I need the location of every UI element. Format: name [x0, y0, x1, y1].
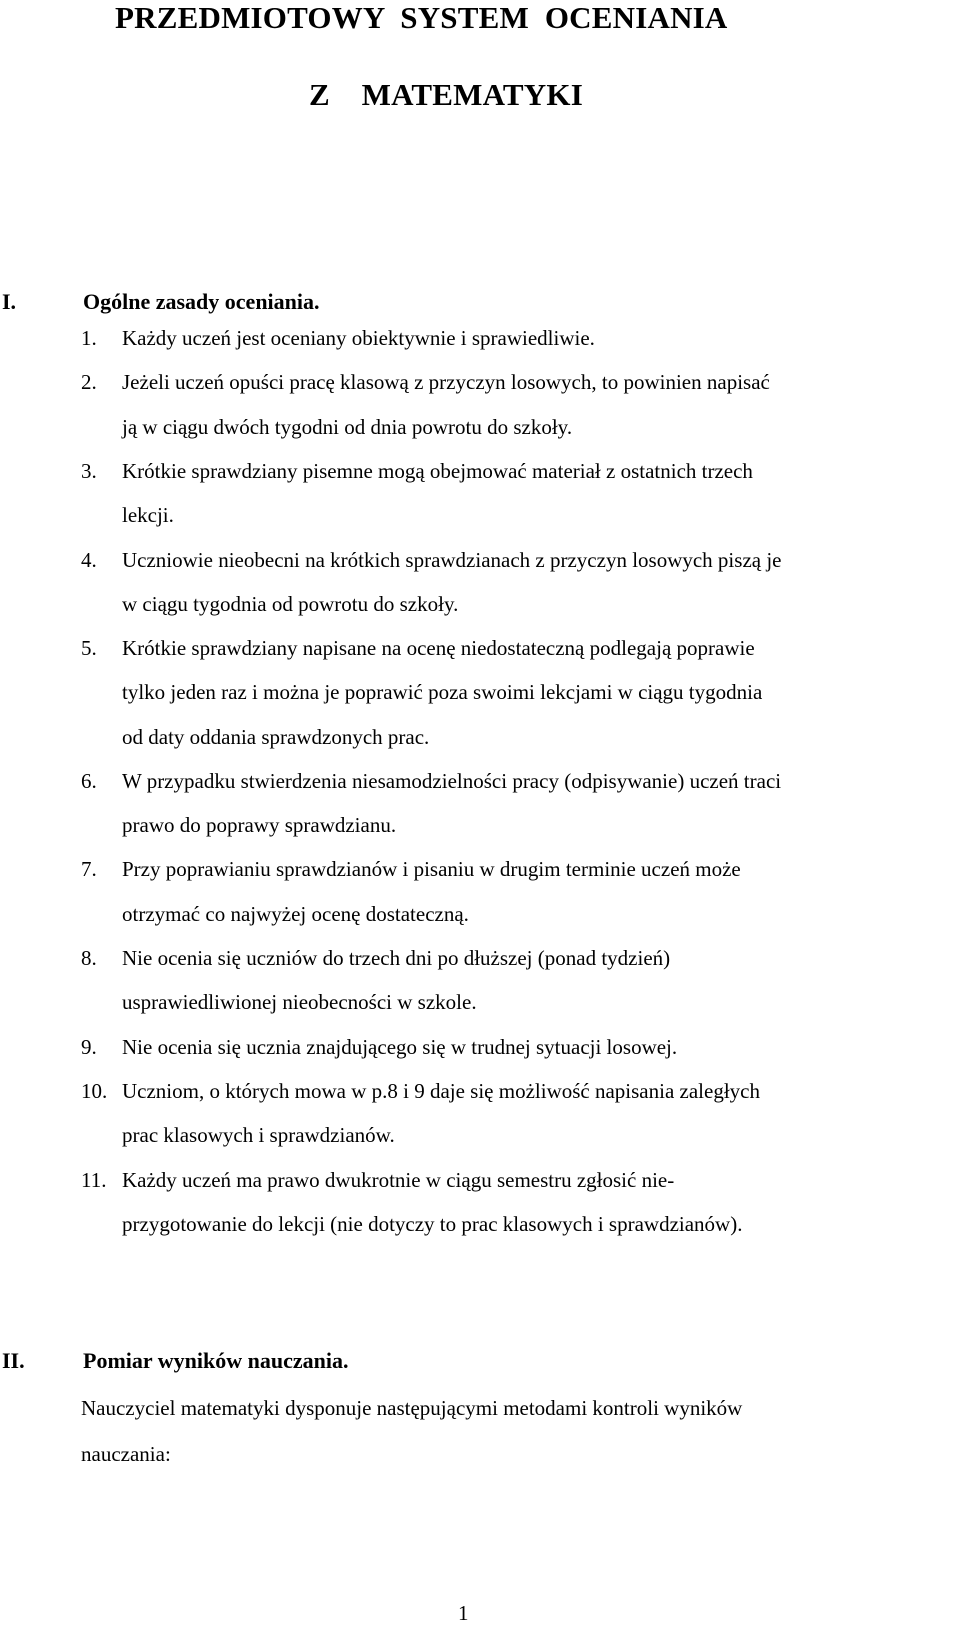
list-item-text: Przy poprawianiu sprawdzianów i pisaniu w drugim terminie uczeń może — [122, 857, 741, 881]
document-title-line-2: Z MATEMATYKI — [309, 77, 583, 112]
list-item-text: Każdy uczeń jest oceniany obiektywnie i sprawiedliwie. — [122, 326, 595, 350]
list-item-number: 10. — [81, 1079, 108, 1103]
list-item-number: 3. — [81, 459, 97, 483]
section-2-paragraph-line: nauczania: — [81, 1442, 171, 1466]
list-item-text: Każdy uczeń ma prawo dwukrotnie w ciągu semestru zgłosić nie- — [122, 1168, 675, 1192]
list-item-text: od daty oddania sprawdzonych prac. — [122, 725, 430, 749]
list-item — [0, 368, 960, 396]
section-2-title: Pomiar wyników nauczania. — [83, 1348, 349, 1373]
list-item — [0, 1166, 960, 1194]
list-item — [0, 634, 960, 662]
list-item-text: Krótkie sprawdziany pisemne mogą obejmować materiał z ostatnich trzech — [122, 459, 753, 483]
list-item-number: 5. — [81, 636, 97, 660]
list-item — [0, 546, 960, 574]
list-item — [0, 324, 960, 352]
page-number: 1 — [458, 1601, 469, 1625]
list-item-text: usprawiedliwionej nieobecności w szkole. — [122, 990, 477, 1014]
section-1-title: Ogólne zasady oceniania. — [83, 289, 320, 314]
list-item-continuation — [0, 900, 960, 928]
section-2-heading — [2, 1348, 502, 1378]
list-item-text: w ciągu tygodnia od powrotu do szkoły. — [122, 592, 459, 616]
section-2-paragraph-line: Nauczyciel matematyki dysponuje następującymi metodami kontroli wyników — [81, 1396, 743, 1420]
list-item-number: 9. — [81, 1035, 97, 1059]
list-item-text: Uczniom, o których mowa w p.8 i 9 daje się możliwość napisania zaległych — [122, 1079, 760, 1103]
list-item-text: ją w ciągu dwóch tygodni od dnia powrotu do szkoły. — [122, 415, 573, 439]
list-item-text: lekcji. — [122, 503, 174, 527]
list-item — [0, 1077, 960, 1105]
list-item-text: Uczniowie nieobecni na krótkich sprawdzianach z przyczyn losowych piszą je — [122, 548, 782, 572]
list-item-text: prawo do poprawy sprawdzianu. — [122, 813, 397, 837]
list-item-continuation — [0, 988, 960, 1016]
list-item — [0, 457, 960, 485]
list-item-continuation — [0, 678, 960, 706]
list-item-text: prac klasowych i sprawdzianów. — [122, 1123, 395, 1147]
list-item-text: Nie ocenia się uczniów do trzech dni po dłuższej (ponad tydzień) — [122, 946, 671, 970]
list-item-continuation — [0, 1210, 960, 1238]
list-item-number: 7. — [81, 857, 97, 881]
list-item-number: 11. — [81, 1168, 107, 1192]
list-item — [0, 855, 960, 883]
list-item-number: 8. — [81, 946, 97, 970]
list-item-text: Jeżeli uczeń opuści pracę klasową z przyczyn losowych, to powinien napisać — [122, 370, 770, 394]
list-item-continuation — [0, 723, 960, 751]
list-item-number: 1. — [81, 326, 97, 350]
list-item-number: 6. — [81, 769, 97, 793]
list-item-continuation — [0, 1121, 960, 1149]
list-item-continuation — [0, 413, 960, 441]
document-title-line-1: PRZEDMIOTOWY SYSTEM OCENIANIA — [115, 0, 728, 35]
list-item-text: otrzymać co najwyżej ocenę dostateczną. — [122, 902, 469, 926]
section-1-heading — [2, 289, 502, 319]
list-item — [0, 1033, 960, 1061]
section-1-number: I. — [2, 289, 17, 314]
list-item-text: przygotowanie do lekcji (nie dotyczy to prac klasowych i sprawdzianów). — [122, 1212, 743, 1236]
list-item-continuation — [0, 590, 960, 618]
list-item-number: 2. — [81, 370, 97, 394]
list-item-continuation — [0, 811, 960, 839]
list-item-text: tylko jeden raz i można je poprawić poza swoimi lekcjami w ciągu tygodnia — [122, 680, 763, 704]
list-item-text: Krótkie sprawdziany napisane na ocenę niedostateczną podlegają poprawie — [122, 636, 755, 660]
list-item-text: W przypadku stwierdzenia niesamodzielności pracy (odpisywanie) uczeń traci — [122, 769, 782, 793]
list-item-text: Nie ocenia się ucznia znajdującego się w trudnej sytuacji losowej. — [122, 1035, 678, 1059]
list-item-continuation — [0, 501, 960, 529]
section-2-number: II. — [2, 1348, 25, 1373]
list-item-number: 4. — [81, 548, 97, 572]
list-item — [0, 944, 960, 972]
list-item — [0, 767, 960, 795]
